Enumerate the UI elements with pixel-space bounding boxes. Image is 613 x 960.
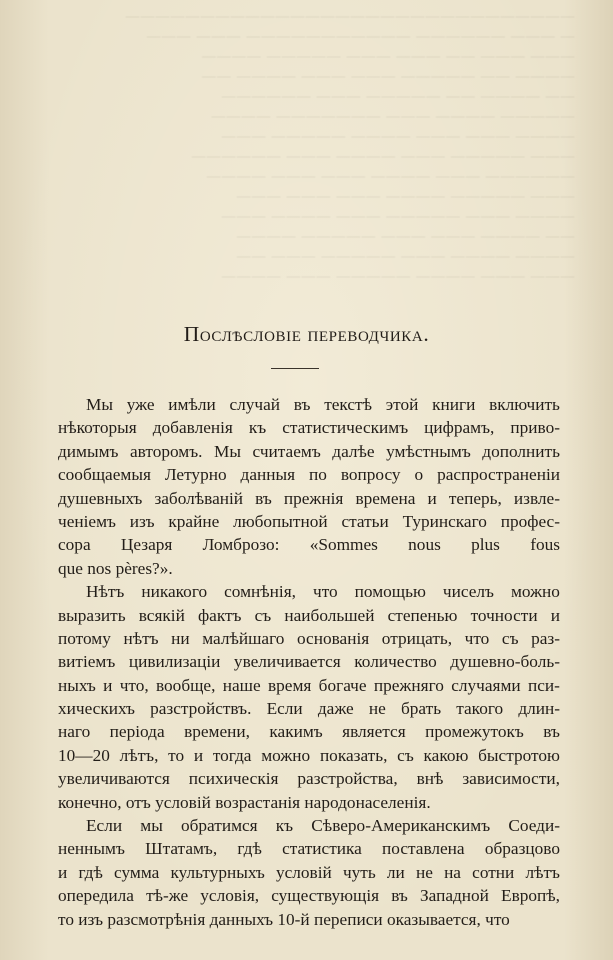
text-line: потому нѣтъ ни малѣйшаго основанія отрицать, что съ раз- [58,628,560,648]
text-line: опередила тѣ-же условія, существующія въ Западной Европѣ, [58,886,560,906]
text-line: ныхъ и что, вообще, наше время богаче прежняго случаями пси- [58,675,560,695]
text-line: Если мы обратимся къ Сѣверо-Американскимъ Соеди- [86,816,560,836]
paragraph [58,814,560,931]
text-line: сообщаемыя Летурно данныя по вопросу о распространеніи [58,465,560,485]
text-line: душевныхъ заболѣваній въ прежнія времена и теперь, извле- [58,488,560,508]
text-line: que nos pères?». [58,558,173,578]
show-through-text: —————————————————————————————— — ——— —————— ——————————— ——— ——— ——— ——— —— ——— ——— ————— ———— ———— —— ————— ——— ——— ———— —— —— ———— —— ————— ——— —————— ————— ———— ——— ——————— ———— ———— ——— ——— ———— ————— ——— ——— ————— ——— ———— ——— —————— —————— ——— ———— ——— ——— ———— ——— ————— ———— ——— ——— ——— ———— ——— ————— ——— ———— ——— —— ———— ——— ——— ————— ———— ———— ———— ——— ————— ——— —— ——— ——— ———— ————— ——— ———— [125,7,575,285]
body-text [58,393,560,931]
text-line: и гдѣ сумма культурныхъ условій чуть ли не на сотни лѣтъ [58,862,560,882]
text-line: хическихъ разстройствъ. Если даже не брать такого длин- [58,699,560,719]
heading-divider [271,368,319,369]
text-line: неннымъ Штатамъ, гдѣ статистика поставлена образцово [58,839,560,859]
paragraph [58,393,560,580]
text-line: Нѣтъ никакого сомнѣнія, что помощью чиселъ можно [86,582,560,602]
text-line: ченіемъ изъ крайне любопытной статьи Туринскаго профес- [58,511,560,531]
paragraph [58,580,560,814]
text-line: то изъ разсмотрѣнія данныхъ 10-й переписи оказывается, что [58,909,510,929]
text-line: увеличиваются психическія разстройства, внѣ зависимости, [58,769,560,789]
text-line: димымъ авторомъ. Мы считаемъ далѣе умѣстнымъ дополнить [58,441,560,461]
text-line: витіемъ цивилизаціи увеличивается количество душевно-боль- [58,652,560,672]
text-line: нѣкоторыя добавленія къ статистическимъ цифрамъ, приво- [58,418,560,438]
text-line: 10—20 лѣтъ, то и тогда можно показать, съ какою быстротою [58,745,560,765]
text-line: выразить всякій фактъ съ наибольшей степенью точности и [58,605,560,625]
text-line: наго періода времени, какимъ является промежутокъ въ [58,722,560,742]
text-line: сора Цезаря Ломброзо: «Sommes nous plus fous [58,535,560,555]
text-line: конечно, отъ условій возрастанія народонаселенія. [58,792,431,812]
section-heading: Послѣсловіе переводчика. [183,322,430,346]
text-line: Мы уже имѣли случай въ текстѣ этой книги включить [86,395,560,414]
